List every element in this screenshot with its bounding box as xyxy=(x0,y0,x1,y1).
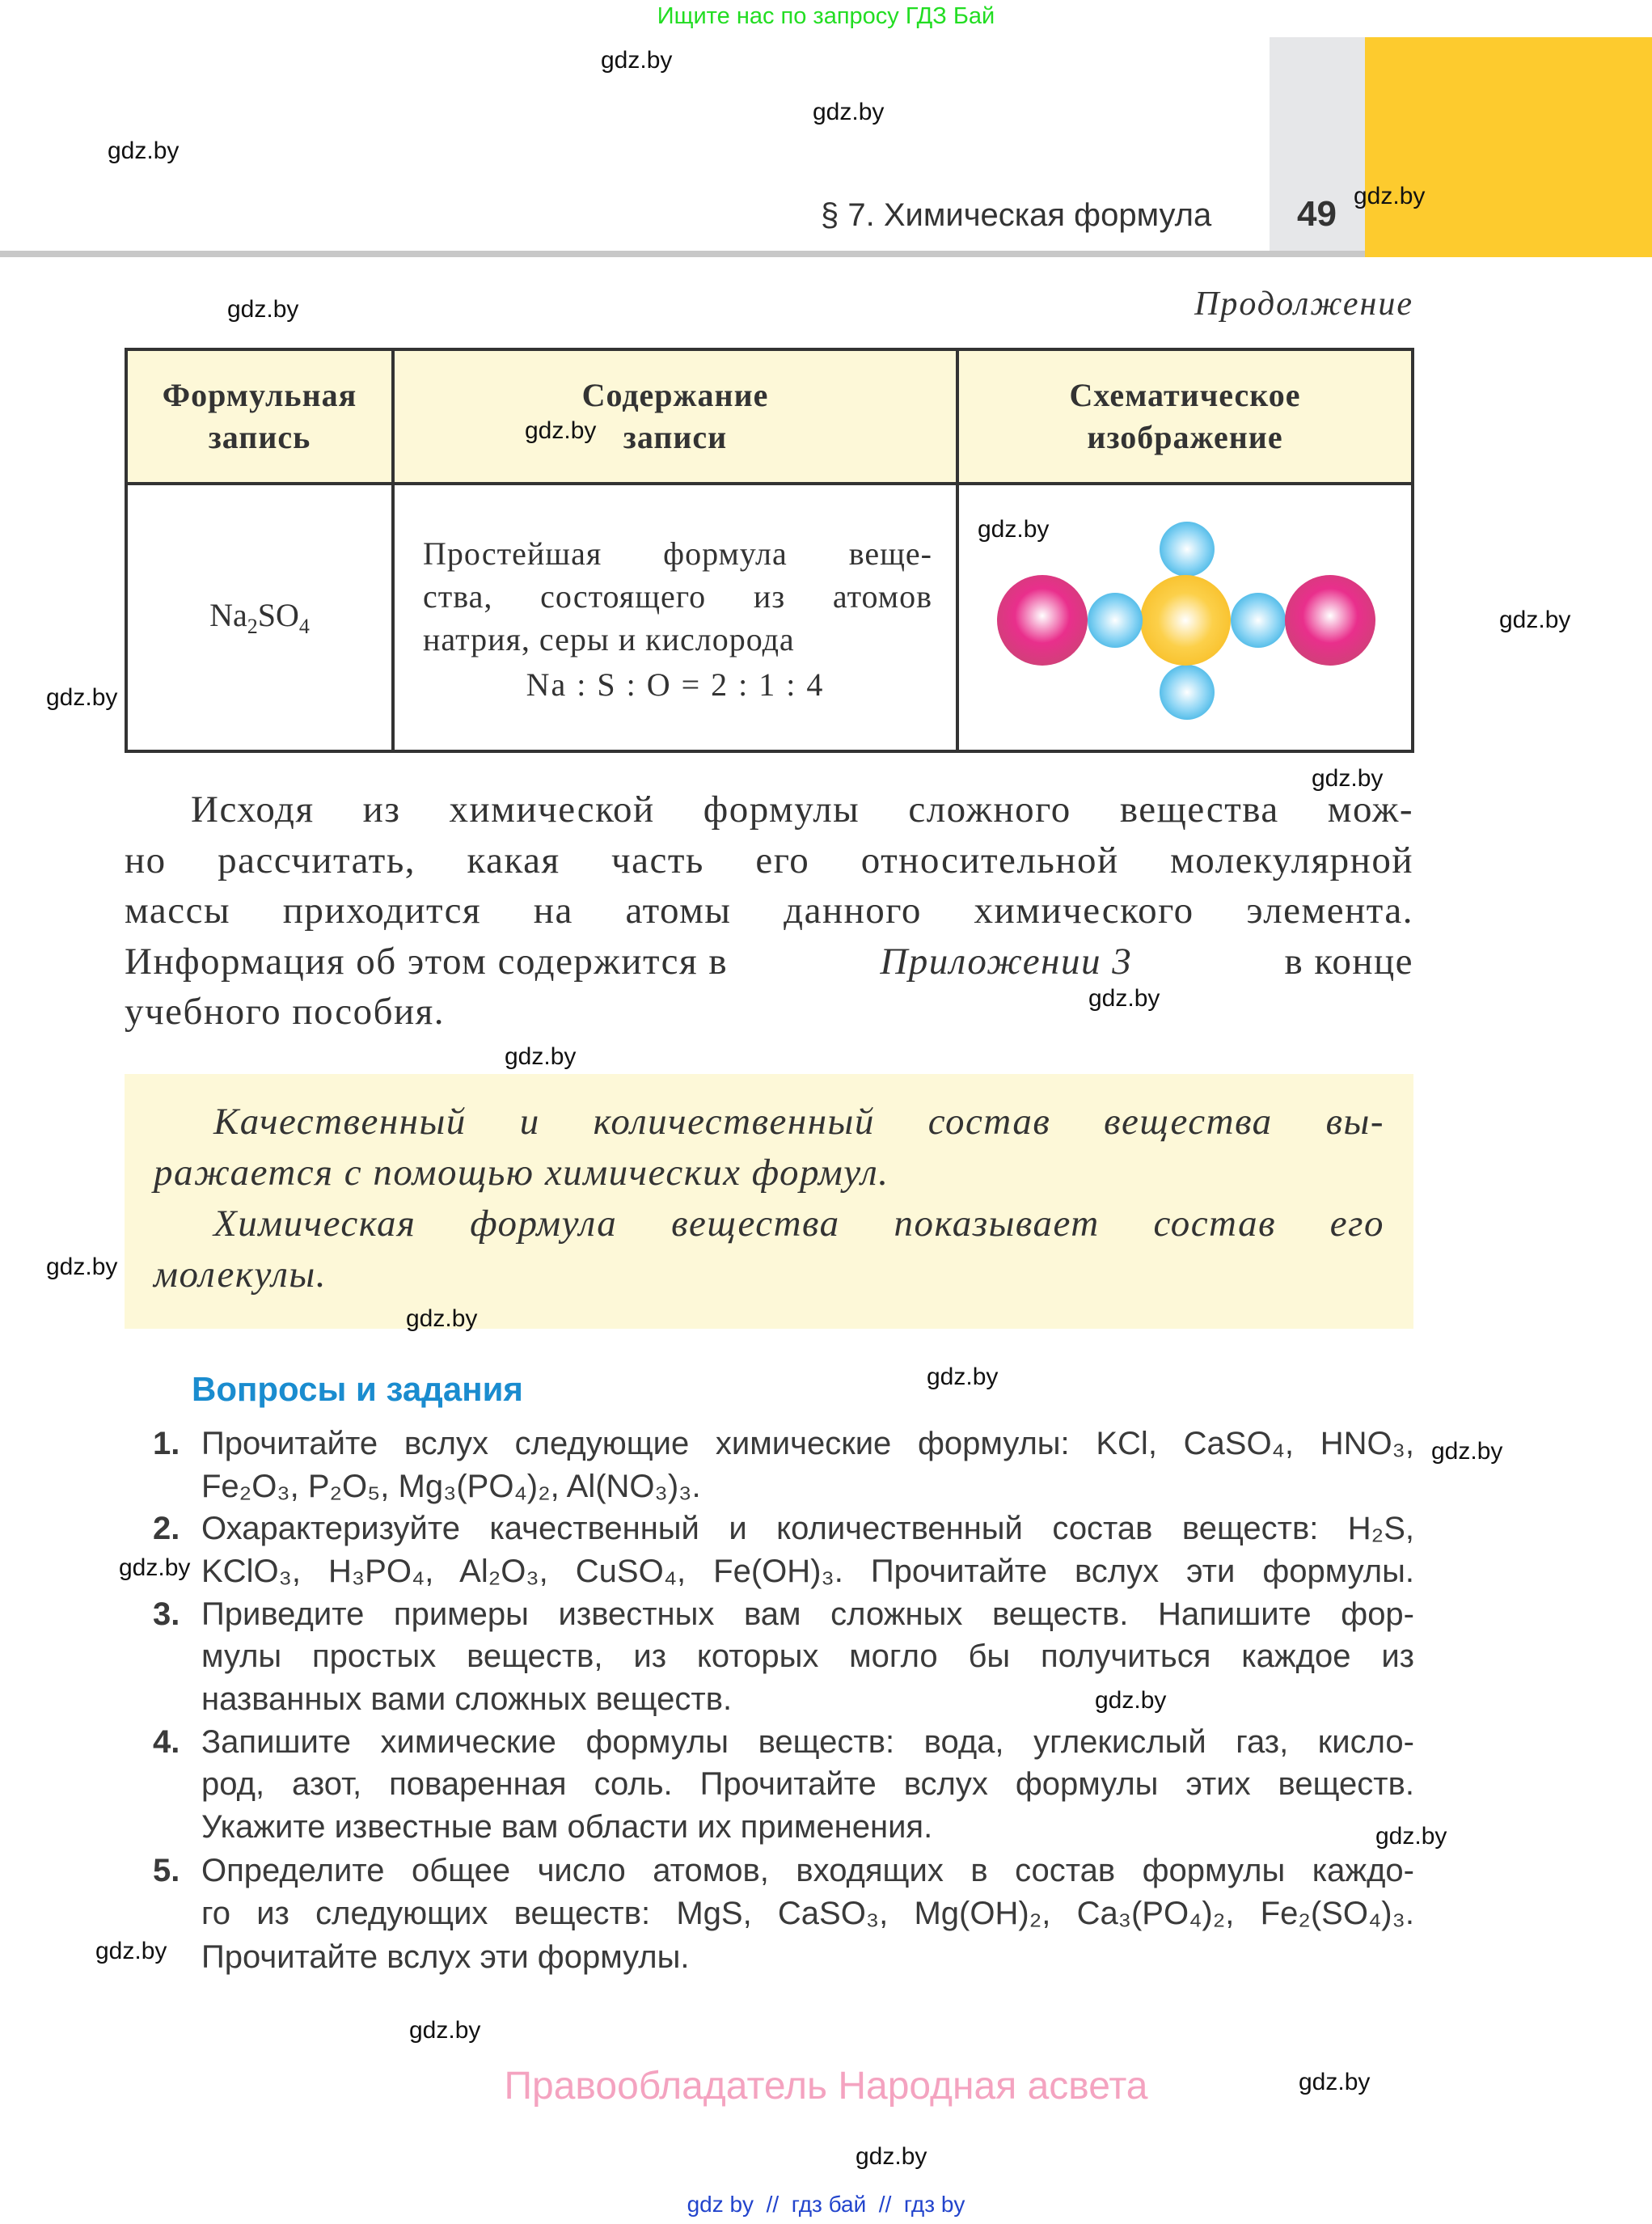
paragraph-text: Информация об этом содержится в xyxy=(125,940,729,983)
search-banner: Ищите нас по запросу ГДЗ Бай xyxy=(657,3,995,29)
page-number: 49 xyxy=(1297,194,1337,234)
watermark: gdz.by xyxy=(1095,1687,1167,1714)
atom-na-left-icon xyxy=(997,575,1088,666)
question-number: 3. xyxy=(153,1596,180,1632)
question-line: род, азот, поваренная соль. Прочитайте вслух формулы этих веществ. xyxy=(201,1766,1414,1802)
watermark: gdz.by xyxy=(601,47,673,74)
definition-line: Качественный и количественный состав вещества вы- xyxy=(213,1101,1384,1143)
paragraph-line-4 xyxy=(125,937,1413,987)
watermark: gdz.by xyxy=(525,417,597,444)
watermark: gdz.by xyxy=(108,137,180,164)
question-number: 5. xyxy=(153,1853,180,1888)
atom-o-top-icon xyxy=(1160,522,1215,577)
watermark: gdz.by xyxy=(978,516,1050,543)
atom-s-icon xyxy=(1140,575,1231,666)
question-line: мулы простых веществ, из которых могло бы получиться каждое из xyxy=(201,1638,1414,1674)
table-header-row xyxy=(126,349,1413,484)
watermark: gdz.by xyxy=(46,1254,118,1280)
watermark: gdz.by xyxy=(119,1554,191,1581)
header-line: Содержание xyxy=(581,377,769,413)
content-line: Простейшая формула веще- xyxy=(423,535,932,572)
header-line: Схематическое xyxy=(1069,377,1301,413)
question-line: Fe₂O₃, P₂O₅, Mg₃(PO₄)₂, Al(NO₃)₃. xyxy=(201,1469,701,1504)
question-number: 1. xyxy=(153,1426,180,1461)
atom-na-right-icon xyxy=(1285,575,1375,666)
atom-o-right-icon xyxy=(1231,593,1286,648)
formula-subscript: 4 xyxy=(298,615,310,638)
questions-title: Вопросы и задания xyxy=(192,1370,523,1408)
question-line: Прочитайте вслух следующие химические формулы: KCl, CaSO₄, HNO₃, xyxy=(201,1426,1414,1461)
header-schematic xyxy=(957,349,1413,484)
question-line: го из следующих веществ: MgS, CaSO₃, Mg(OH)₂, Ca₃(PO₄)₂, Fe₂(SO₄)₃. xyxy=(201,1896,1414,1931)
paragraph-text: в конце xyxy=(1284,940,1413,983)
header-line: записи xyxy=(623,419,728,455)
footer-links[interactable]: gdz by // гдз бай // гдз by xyxy=(687,2192,965,2217)
section-title: § 7. Химическая формула xyxy=(821,197,1212,233)
definition-box xyxy=(125,1074,1413,1332)
paragraph-line: Исходя из химической формулы сложного вещества мож- xyxy=(191,789,1413,831)
question-line: Охарактеризуйте качественный и количественный состав веществ: H₂S, xyxy=(201,1511,1414,1546)
question-number: 2. xyxy=(153,1511,180,1546)
atom-o-bottom-icon xyxy=(1160,665,1215,720)
formula-cell xyxy=(126,484,393,751)
ratio-text: Na : S : O = 2 : 1 : 4 xyxy=(526,666,825,703)
question-line: Укажите известные вам области их применения. xyxy=(201,1809,933,1845)
watermark: gdz.by xyxy=(813,99,885,125)
formula-part: Na xyxy=(209,597,247,633)
page-tab-yellow xyxy=(1365,37,1652,257)
header-line: Формульная xyxy=(162,377,357,413)
question-line: Определите общее число атомов, входящих в состав формулы каждо- xyxy=(201,1853,1414,1888)
content-line: натрия, серы и кислорода xyxy=(423,620,795,657)
header-line: изображение xyxy=(1087,419,1283,455)
copyright-notice: Правообладатель Народная асвета xyxy=(504,2065,1148,2108)
watermark: gdz.by xyxy=(1299,2069,1371,2095)
question-number: 4. xyxy=(153,1724,180,1760)
question-line: названных вами сложных веществ. xyxy=(201,1681,733,1717)
watermark: gdz.by xyxy=(1354,183,1426,209)
watermark: gdz.by xyxy=(46,684,118,711)
watermark: gdz.by xyxy=(227,296,299,323)
formula-subscript: 2 xyxy=(247,615,258,638)
watermark: gdz.by xyxy=(409,2017,481,2044)
body-paragraph xyxy=(125,784,1413,1038)
appendix-reference: Приложении 3 xyxy=(880,940,1133,983)
paragraph-line: но рассчитать, какая часть его относительной молекулярной xyxy=(125,839,1413,882)
watermark: gdz.by xyxy=(505,1043,577,1070)
question-line: Запишите химические формулы веществ: вода, углекислый газ, кисло- xyxy=(201,1724,1414,1760)
header-line: запись xyxy=(208,419,311,455)
watermark: gdz.by xyxy=(95,1938,167,1964)
header-rule xyxy=(0,251,1365,257)
watermark: gdz.by xyxy=(927,1364,999,1390)
header-content xyxy=(393,349,957,484)
content-cell xyxy=(393,484,957,751)
question-line: KClO₃, H₃PO₄, Al₂O₃, CuSO₄, Fe(OH)₃. Прочитайте вслух эти формулы. xyxy=(201,1554,1414,1589)
watermark: gdz.by xyxy=(1088,985,1160,1012)
watermark: gdz.by xyxy=(406,1305,478,1332)
watermark: gdz.by xyxy=(856,2143,927,2170)
paragraph-line: массы приходится на атомы данного химического элемента. xyxy=(125,890,1413,932)
definition-line: ражается с помощью химических формул. xyxy=(154,1152,889,1194)
watermark: gdz.by xyxy=(1499,607,1571,633)
paragraph-line: учебного пособия. xyxy=(125,991,446,1033)
definition-line: молекулы. xyxy=(154,1254,327,1296)
header-formula xyxy=(126,349,393,484)
definition-line: Химическая формула вещества показывает состав его xyxy=(213,1203,1384,1245)
question-line: Приведите примеры известных вам сложных веществ. Напишите фор- xyxy=(201,1596,1414,1632)
continued-label: Продолжение xyxy=(1194,285,1413,323)
watermark: gdz.by xyxy=(1312,765,1384,792)
atom-o-left-icon xyxy=(1088,593,1143,648)
watermark: gdz.by xyxy=(1431,1438,1503,1465)
question-line: Прочитайте вслух эти формулы. xyxy=(201,1939,690,1975)
formula-part: SO xyxy=(257,597,299,633)
watermark: gdz.by xyxy=(1375,1823,1447,1850)
content-line: ства, состоящего из атомов xyxy=(423,577,932,615)
